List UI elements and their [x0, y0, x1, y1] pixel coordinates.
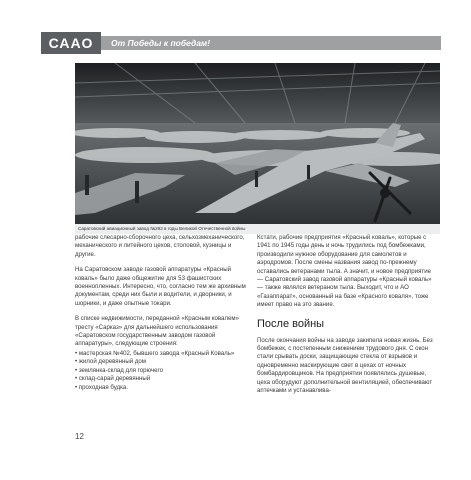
- paragraph: рабочие слесарно-сборочного цеха, сельхозмеханического, механического и литейного цехов, столовой, кузницы и другие.: [75, 234, 245, 258]
- factory-floor-aircraft-photo: [75, 63, 440, 224]
- photo-caption: Саратовский авиационный завод №292 в годы Великой Отечественной войны: [75, 224, 440, 234]
- list-item: • склад-сарай деревянный: [75, 375, 151, 383]
- page-header: [41, 32, 441, 54]
- paragraph: После окончания войны на заводе закипела новая жизнь. Без бомбежек, с постепенным снижением трудового дня. С окон стали срывать доски, защищающие стекла от взрывов и одновременно маскирующие свет в цехах от ночных бомбардировщиков. На предприятии появлялись душевые, цеха оборудуют дополнительной вентиляцией, обеспечивают аптечками и устанавлива-: [257, 336, 433, 395]
- paragraph: Кстати, рабочие предприятия «Красный коваль», которые с 1941 по 1945 годы день и ночь трудились под бомбежками, производили нужное оборудование для самолетов и аэродромов. После смены названия завод по-прежнему оставались ветеранами тыла. А значит, и новое предприятие — Саратовский завод газовой аппаратуры «Красный коваль» — также являлся ветераном тыла. Выходит, что и АО «Газаппарат», основанный на базе «Красного коваля», тоже имеет право на это звание.: [257, 234, 432, 309]
- section-title: После войны: [257, 317, 325, 330]
- page-number: 12: [75, 432, 84, 441]
- list-item: • мастерская №402, бывшего завода «Красный Коваль»: [75, 349, 235, 357]
- factory-photo: [75, 63, 440, 224]
- company-logo: СААО: [41, 32, 101, 54]
- buildings-list: [75, 350, 252, 392]
- right-column: [257, 234, 434, 403]
- paragraph: На Саратовском заводе газовой аппаратуры «Красный коваль» было даже общежитие для 53 фашистских военнопленных. Интересно, что, согласно тем же архивным документам, среди них были и водители, и дворники, и шорники, и даже опытные токари.: [75, 266, 246, 307]
- paragraph: В списке недвижимости, переданной «Красным ковалем» тресту «Сарказ» для дальнейшего использования «Саратовском государственным заводом газовой аппаратуры», следующие строения:: [75, 315, 239, 348]
- list-item: • проходная будка.: [75, 383, 129, 391]
- left-column: [75, 234, 252, 392]
- header-title: От Победы к победам!: [111, 38, 211, 48]
- list-item: • жилой деревянный дом: [75, 358, 146, 366]
- header-band: [41, 36, 441, 50]
- list-item: • землянка-склад для горючего: [75, 366, 163, 374]
